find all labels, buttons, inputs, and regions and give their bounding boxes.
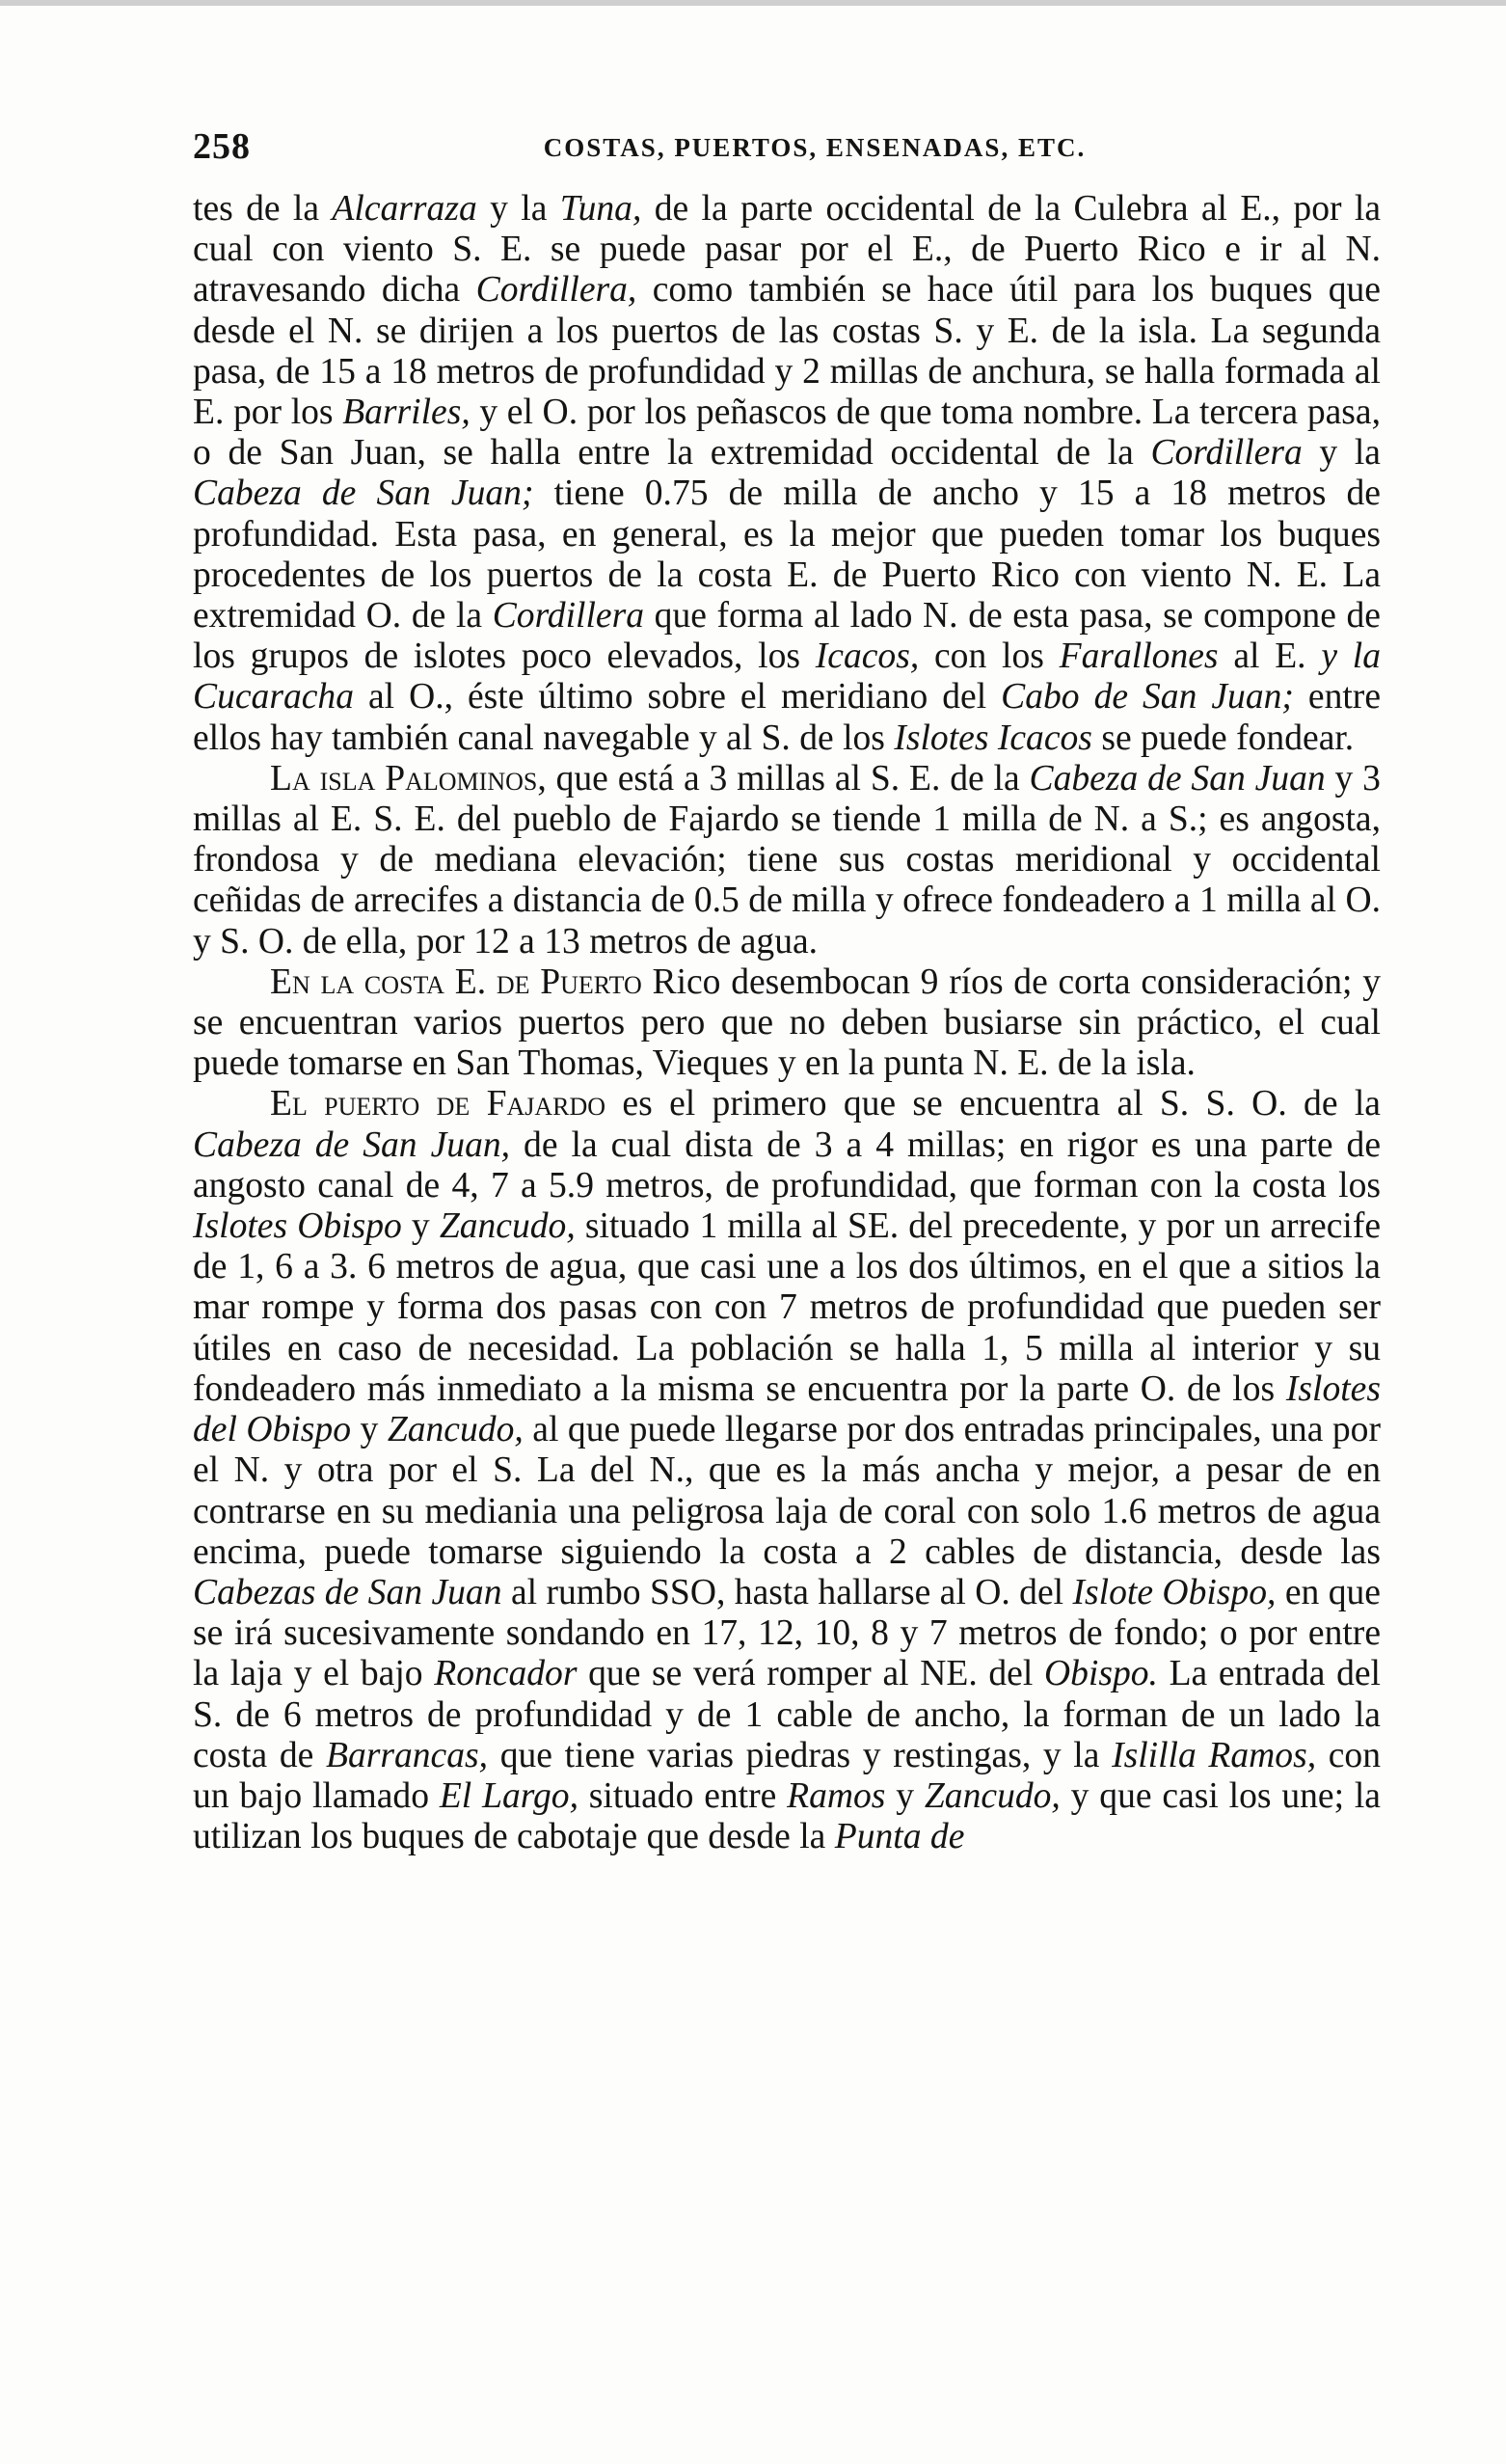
place-name: Cabeza de San Juan; [193,474,534,514]
paragraph-1: tes de la Alcarraza y la Tuna, de la parte occidental de la Culebra al E., por la cual con viento S. E. se puede pasar por el E., de Puerto Rico e ir al N. atravesando dicha Cordillera, como también se hace útil para los buques que desde el N. se dirijen a los puertos de las costas S. y E. de la isla. La segunda pasa, de 15 a 18 metros de profundidad y 2 millas de anchura, se halla formada al E. por los Barriles, y el O. por los peñascos de que toma nombre. La tercera pasa, o de San Juan, se halla entre la extremidad occidental de la Cordillera y la Cabeza de San Juan; tiene 0.75 de milla de ancho y 15 a 18 metros de profundidad. Esta pasa, en general, es la mejor que pueden tomar los buques procedentes de los puertos de la costa E. de Puerto Rico con viento N. E. La extremidad O. de la Cordillera que forma al lado N. de esta pasa, se compone de los grupos de islotes poco elevados, los Icacos, con los Farallones al E. y la Cucaracha al O., éste último sobre el meridiano del Cabo de San Juan; entre ellos hay también canal navegable y al S. de los Islotes Icacos se puede fondear. [193,189,1382,758]
section-lead: La isla Palominos, [270,758,547,799]
place-name: Barrancas, [325,1735,489,1775]
place-name: Cabezas de San Juan [193,1572,502,1612]
place-name: Obispo. [1043,1654,1158,1694]
place-name: Cabeza de San Juan [1029,758,1326,799]
place-name: Islotes del Obispo [193,1368,1381,1450]
place-name: Zancudo, [924,1775,1061,1816]
place-name: Cordillera [1150,433,1303,474]
place-name: Cordillera [492,596,645,636]
place-name: Cordillera, [475,270,637,311]
place-name: Zancudo, [387,1410,524,1450]
running-head: COSTAS, PUERTOS, ENSENADAS, ETC. [543,133,1087,162]
paragraph-4: El puerto de Fajardo es el primero que se encuentra al S. S. O. de la Cabeza de San Juan, de la cual dista de 3 a 4 millas; en rigor es una parte de angosto canal de 4, 7 a 5.9 metros, de profundidad, que forman con la costa los Islotes Obispo y Zancudo, situado 1 milla al SE. del precedente, y por un arrecife de 1, 6 a 3. 6 metros de agua, que casi une a los dos últimos, en el que a sitios la mar rompe y forma dos pasas con con 7 metros de profundidad que pueden ser útiles en caso de necesidad. La población se halla 1, 5 milla al interior y su fondeadero más inmediato a la misma se encuentra por la parte O. de los Islotes del Obispo y Zancudo, al que puede llegarse por dos entradas principales, una por el N. y otra por el S. La del N., que es la más ancha y mejor, a pesar de en contrarse en su mediania una peligrosa laja de coral con solo 1.6 metros de agua encima, puede tomarse siguiendo la costa a 2 cables de distancia, desde las Cabezas de San Juan al rumbo SSO, hasta hallarse al O. del Islote Obispo, en que se irá sucesivamente sondando en 17, 12, 10, 8 y 7 metros de fondo; o por entre la laja y el bajo Roncador que se verá romper al NE. del Obispo. La entrada del S. de 6 metros de profundidad y de 1 cable de ancho, la forman de un lado la costa de Barrancas, que tiene varias piedras y restingas, y la Islilla Ramos, con un bajo llamado El Largo, situado entre Ramos y Zancudo, y que casi los une; la utilizan los buques de cabotaje que desde la Punta de [193,1084,1382,1857]
place-name: y la Cucaracha [193,636,1381,718]
paragraph-3: En la costa E. de Puerto Rico desembocan 9 ríos de corta consideración; y se encuentran varios puertos pero que no deben busiarse sin práctico, el cual puede tomarse en San Thomas, Vieques y en la punta N. E. de la isla. [193,961,1381,1084]
place-name: Islotes Icacos [894,718,1092,758]
place-name: El Largo, [439,1775,578,1816]
place-name: Alcarraza [332,189,477,229]
place-name: Barriles, [342,393,471,433]
page-header [193,125,1379,174]
place-name: Cabeza de San Juan, [193,1124,511,1165]
place-name: Islilla Ramos, [1112,1735,1317,1775]
place-name: Roncador [434,1654,578,1694]
section-lead: El puerto de Fajardo [270,1084,606,1124]
place-name: Zancudo, [439,1206,576,1247]
place-name: Islotes Obispo [193,1206,402,1247]
place-name: Punta de [834,1817,965,1857]
body-text [193,189,1381,1857]
place-name: Ramos [787,1775,886,1816]
place-name: Icacos, [815,636,920,677]
page-number: 258 [193,126,251,167]
section-lead: En la costa E. de Puerto [270,961,642,1002]
place-name: Islote Obispo, [1072,1572,1277,1612]
place-name: Cabo de San Juan; [1001,677,1294,718]
paragraph-2: La isla Palominos, que está a 3 millas al S. E. de la Cabeza de San Juan y 3 millas al E. S. E. del pueblo de Fajardo se tiende 1 milla de N. a S.; es angosta, frondosa y de mediana elevación; tiene sus costas meridional y occidental ceñidas de arrecifes a distancia de 0.5 de milla y ofrece fondeadero a 1 milla al O. y S. O. de ella, por 12 a 13 metros de agua. [193,758,1381,961]
page-edge [0,0,1506,6]
place-name: Farallones [1059,636,1219,677]
place-name: Tuna, [559,189,642,229]
